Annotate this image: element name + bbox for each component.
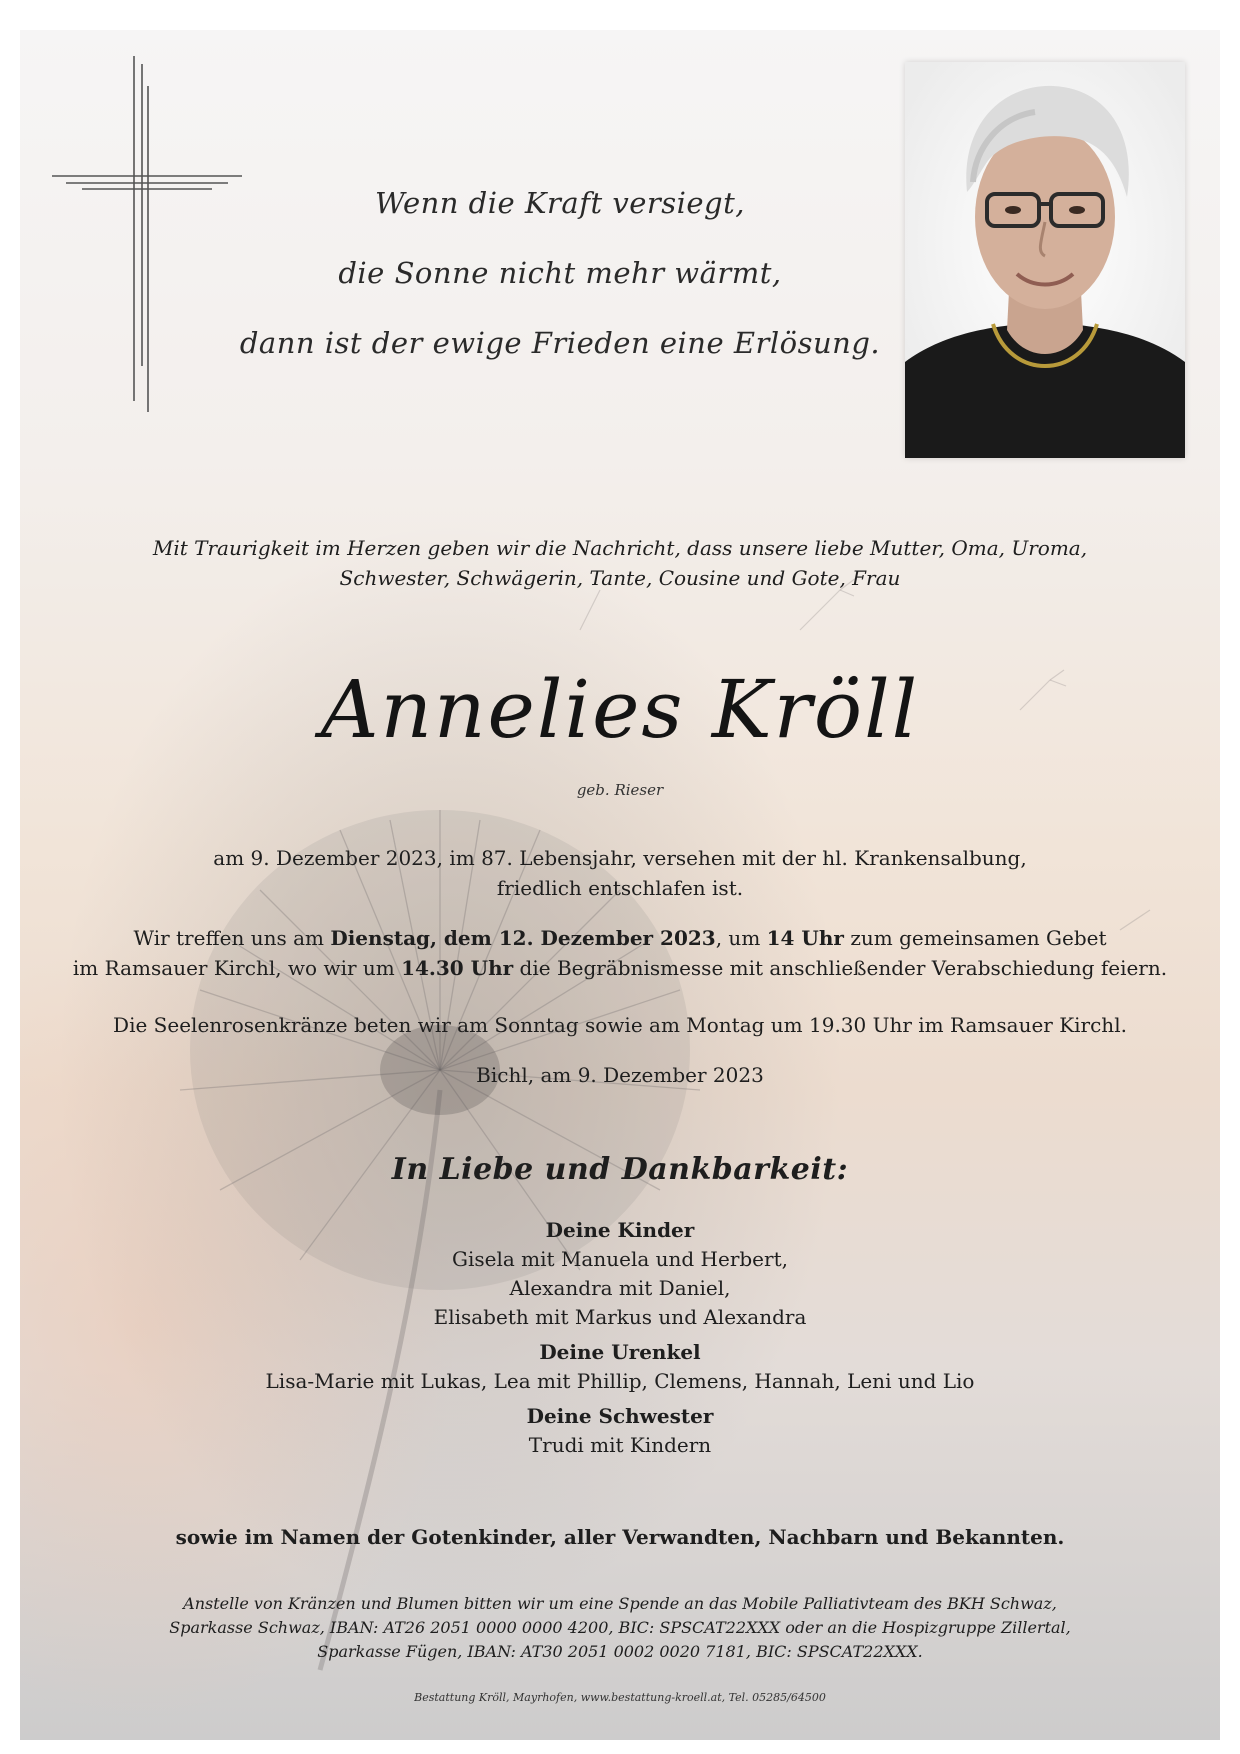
quote-line: Wenn die Kraft versiegt, — [375, 186, 745, 220]
maiden-name: geb. Rieser — [576, 781, 664, 799]
thanks-heading: In Liebe und Dankbarkeit: — [391, 1152, 849, 1187]
death-line: friedlich entschlafen ist. — [496, 876, 744, 900]
donation-request — [20, 1592, 1220, 1664]
family-member-line: Lisa-Marie mit Lukas, Lea mit Phillip, Clemens, Hannah, Leni und Lio — [265, 1369, 975, 1393]
family-list — [20, 1216, 1220, 1466]
deceased-name: Annelies Kröll — [320, 663, 920, 756]
service-text: zum gemeinsamen Gebet — [843, 926, 1107, 950]
mass-time: 14.30 Uhr — [401, 956, 514, 980]
family-group-title: Deine Schwester — [526, 1404, 714, 1428]
service-date: Dienstag, dem 12. Dezember 2023 — [330, 926, 716, 950]
obituary-sheet — [20, 30, 1220, 1740]
quote-line: dann ist der ewige Frieden eine Erlösung. — [239, 326, 881, 360]
service-line-2 — [20, 953, 1220, 983]
intro-text — [20, 533, 1220, 593]
funeral-home-footer: Bestattung Kröll, Mayrhofen, www.bestattung-kroell.at, Tel. 05285/64500 — [414, 1691, 826, 1704]
family-member-line: Elisabeth mit Markus und Alexandra — [433, 1305, 807, 1329]
family-group-title: Deine Kinder — [545, 1218, 695, 1242]
quote-line: die Sonne nicht mehr wärmt, — [338, 256, 782, 290]
service-text: , um — [715, 926, 767, 950]
donation-line: Anstelle von Kränzen und Blumen bitten wir um eine Spende an das Mobile Palliativteam des BKH Schwaz, — [183, 1594, 1057, 1613]
family-group-title: Deine Urenkel — [539, 1340, 701, 1364]
cross-icon — [52, 56, 242, 416]
service-text: Wir treffen uns am — [133, 926, 331, 950]
service-info — [20, 923, 1220, 983]
donation-line: Sparkasse Schwaz, IBAN: AT26 2051 0000 0000 4200, BIC: SPSCAT22XXX oder an die Hospizgruppe Zillertal, — [169, 1618, 1071, 1637]
family-group — [20, 1338, 1220, 1396]
rosary-info: Die Seelenrosenkränze beten wir am Sonntag sowie am Montag um 19.30 Uhr im Ramsauer Kirchl. — [113, 1013, 1127, 1037]
closing-line: sowie im Namen der Gotenkinder, aller Verwandten, Nachbarn und Bekannten. — [175, 1525, 1065, 1549]
intro-line: Mit Traurigkeit im Herzen geben wir die Nachricht, dass unsere liebe Mutter, Oma, Uroma, — [152, 536, 1088, 560]
family-member-line: Gisela mit Manuela und Herbert, — [452, 1247, 788, 1271]
service-text: die Begräbnismesse mit anschließender Verabschiedung feiern. — [513, 956, 1168, 980]
portrait-photo — [905, 62, 1185, 458]
family-group — [20, 1402, 1220, 1460]
family-group — [20, 1216, 1220, 1332]
service-text: im Ramsauer Kirchl, wo wir um — [72, 956, 402, 980]
service-line-1 — [20, 923, 1220, 953]
intro-line: Schwester, Schwägerin, Tante, Cousine und Gote, Frau — [339, 566, 901, 590]
death-notice — [20, 843, 1220, 903]
donation-line: Sparkasse Fügen, IBAN: AT30 2051 0002 0020 7181, BIC: SPSCAT22XXX. — [317, 1642, 923, 1661]
place-date: Bichl, am 9. Dezember 2023 — [476, 1063, 764, 1087]
family-member-line: Alexandra mit Daniel, — [509, 1276, 731, 1300]
family-member-line: Trudi mit Kindern — [528, 1433, 712, 1457]
quote — [220, 168, 900, 378]
death-line: am 9. Dezember 2023, im 87. Lebensjahr, versehen mit der hl. Krankensalbung, — [213, 846, 1027, 870]
prayer-time: 14 Uhr — [766, 926, 844, 950]
